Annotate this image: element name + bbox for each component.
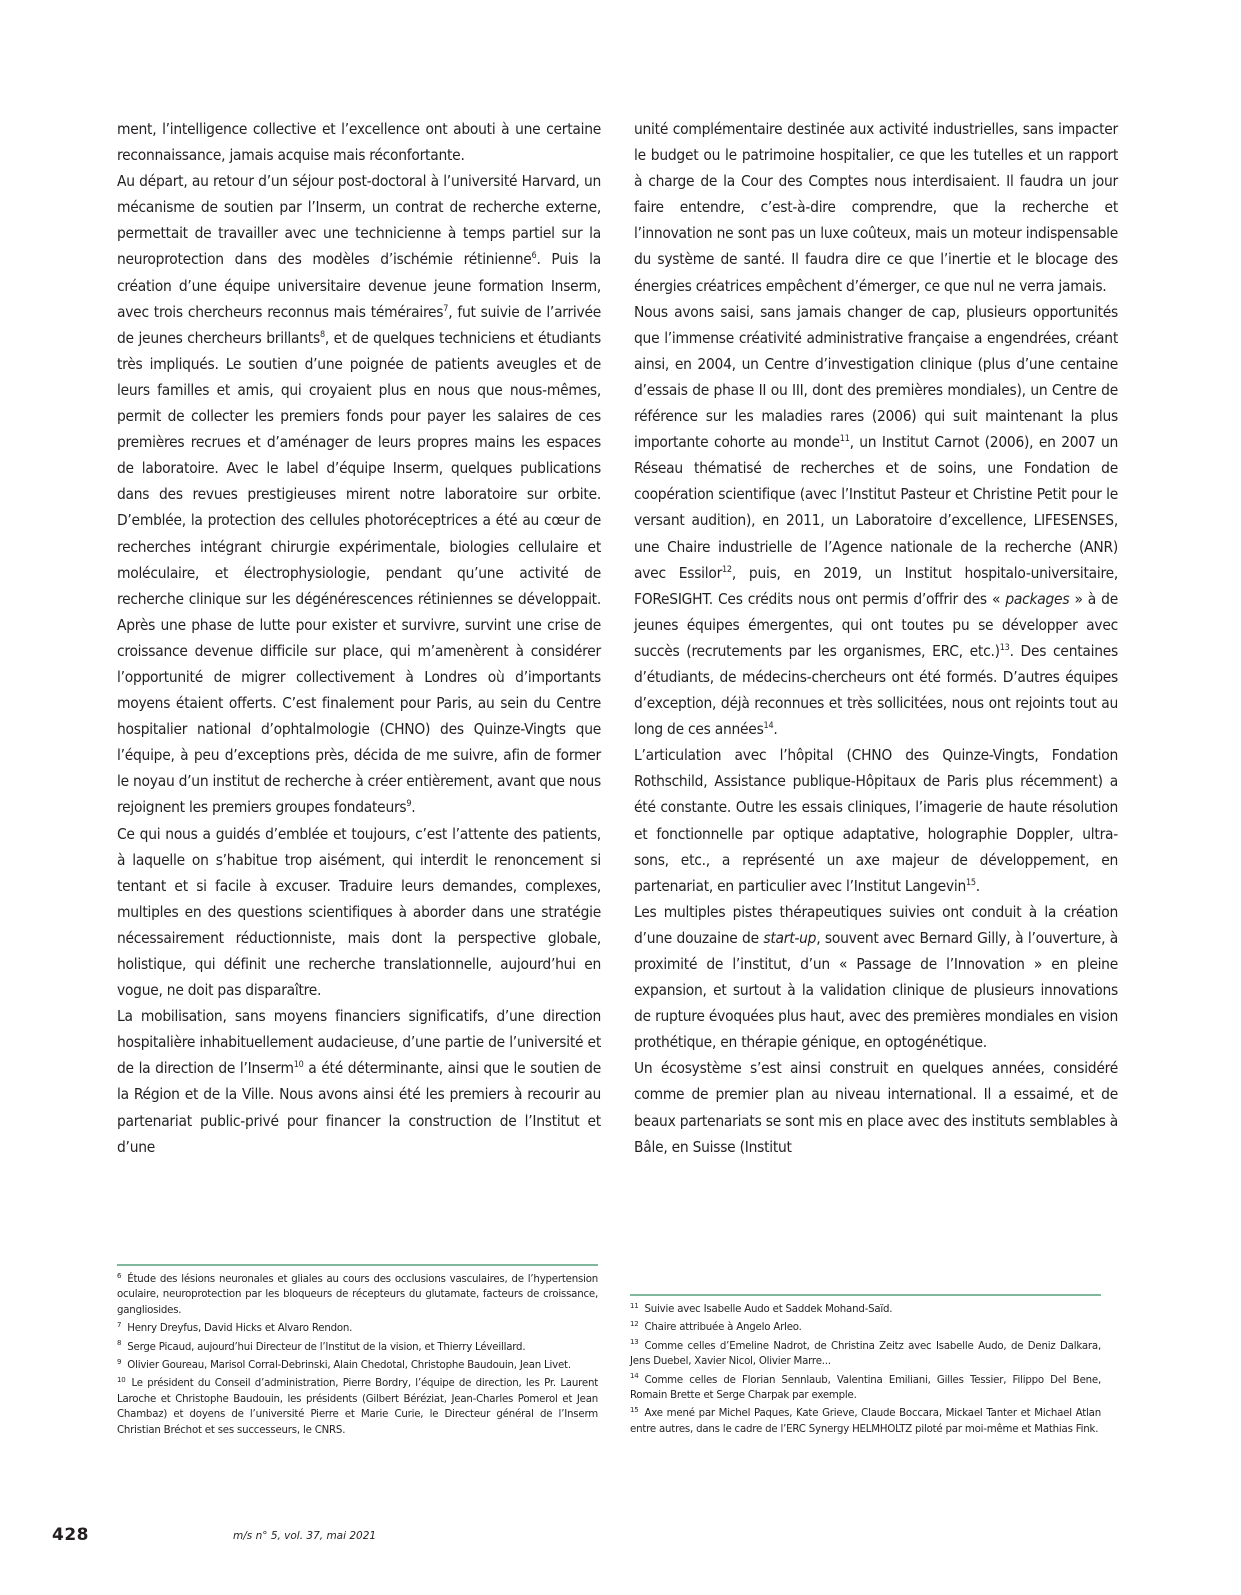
footnote-ref[interactable]: 8	[319, 329, 325, 340]
footnote	[630, 1302, 1101, 1317]
text-run: Au départ, au retour d’un séjour post-doctoral à l’université Harvard, un mécanisme de soutien par l’Inserm, un contrat de recherche externe, permettait de travailler avec une technicienne à temps partiel sur la neuroprotection dans des modèles d’ischémie rétinienne	[117, 172, 601, 269]
footnote	[630, 1320, 1101, 1335]
text-run: L’articulation avec l’hôpital (CHNO des Quinze-Vingts, Fondation Rothschild, Assistance publique-Hôpitaux de Paris plus récemment) a été constante. Outre les essais cliniques, l’imagerie de haute résolution et fonctionnelle par optique adaptative, holographie Doppler, ultra-sons, etc., a représenté un axe majeur de développement, en partenariat, en particulier avec l’Institut Langevin	[634, 746, 1118, 895]
text-run: » à de jeunes équipes émergentes, qui ont toutes pu se développer avec succès (recrutements par les organismes, ERC, etc.)	[634, 589, 1118, 660]
footnote-number: 14	[630, 1372, 639, 1381]
paragraph	[634, 899, 1118, 1056]
footnote	[117, 1340, 598, 1355]
footnote-ref[interactable]: 14	[763, 721, 774, 732]
footnotes-left	[117, 1272, 598, 1441]
footnote-number: 15	[630, 1406, 639, 1415]
footnote	[117, 1272, 598, 1318]
text-run: , souvent avec Bernard Gilly, à l’ouverture, à proximité de l’institut, d’un « Passage de l’Innovation » en pleine expansion, et surtout à la validation clinique de plusieurs innovations de rupture évoquées plus haut, avec des premières mondiales en vision prothétique, en thérapie génique, en optogénétique.	[634, 928, 1118, 1052]
footnote-number: 7	[117, 1320, 122, 1329]
footnote-divider	[630, 1294, 1101, 1296]
footnote-text: Chaire attribuée à Angelo Arleo.	[644, 1322, 802, 1334]
paragraph	[117, 1003, 601, 1160]
footnote-ref[interactable]: 15	[965, 877, 976, 888]
paragraph	[634, 742, 1118, 899]
text-run: . Des centaines d’étudiants, de médecins-chercheurs ont été formés. D’autres équipes d’exception, déjà reconnues et très sollicitées, nous ont rejoints tout au long de ces années	[634, 641, 1118, 739]
text-run: Nous avons saisi, sans jamais changer de cap, plusieurs opportunités que l’immense créativité administrative française a engendrées, créant ainsi, en 2004, un Centre d’investigation clinique (plus d’une centaine d’essais de phase II ou III, dont des premières mondiales), un Centre de référence sur les maladies rares (2006) qui suit maintenant la plus importante cohorte au monde	[634, 302, 1118, 452]
footnote-number: 8	[117, 1339, 122, 1348]
text-run: .	[773, 720, 778, 739]
text-run: , et de quelques techniciens et étudiants très impliqués. Le soutien d’une poignée de patients aveugles et de leurs familles et amis, qui croyaient plus en nous que nous-mêmes, permit de collecter les premiers fonds pour payer les salaires de ces premières recrues et d’aménager de leurs propres mains les espaces de laboratoire. Avec le label d’équipe Inserm, quelques publications dans des revues prestigieuses mirent notre laboratoire sur orbite. D’emblée, la protection des cellules photoréceptrices a été au cœur de recherches intégrant chirurgie expérimentale, biologies cellulaire et moléculaire, et électrophysiologie, pendant qu’une activité de recherche clinique sur les dégénérescences rétiniennes se développait. Après une phase de lutte pour exister et survivre, survint une crise de croissance devenue difficile sur place, qui m’amenèrent à considérer l’opportunité de migrer collectivement à Londres où d’importants moyens étaient offerts. C’est finalement pour Paris, au sein du Centre hospitalier national d’ophtalmologie (CHNO) des Quinze-Vingts que l’équipe, à peu d’exceptions près, décida de me suivre, afin de former le noyau d’un institut de recherche à créer entièrement, avant que nous rejoignent les premiers groupes fondateurs	[117, 328, 601, 817]
footnote-text: Axe mené par Michel Paques, Kate Grieve, Claude Boccara, Mickael Tanter et Michael Atlan entre autres, dans le cadre de l’ERC Synergy HELMHOLTZ piloté par moi-même et Mathias Fink.	[630, 1408, 1101, 1435]
footnote	[630, 1373, 1101, 1404]
paragraph	[117, 168, 601, 820]
footnote-ref[interactable]: 13	[999, 642, 1010, 653]
footnote-ref[interactable]: 7	[443, 303, 449, 314]
paragraph: Un écosystème s’est ainsi construit en quelques années, considéré comme de premier plan au niveau international. Il a essaimé, et de beaux partenariats se sont mis en place avec des instituts semblables à Bâle, en Suisse (Institut	[634, 1059, 1118, 1156]
text-run: La mobilisation, sans moyens financiers significatifs, d’une direction hospitalière inhabituellement audacieuse, d’une partie de l’université et de la direction de l’Inserm	[117, 1007, 601, 1078]
footnote-text: Suivie avec Isabelle Audo et Saddek Mohand-Saïd.	[644, 1304, 893, 1315]
footnote-text: Comme celles d’Emeline Nadrot, de Christina Zeitz avec Isabelle Audo, de Deniz Dalkara, Jens Duebel, Xavier Nicol, Olivier Marre...	[630, 1340, 1101, 1368]
footnote-text: Le président du Conseil d’administration, Pierre Bordry, l’équipe de direction, les Pr. Laurent Laroche et Christophe Baudouin, les présidents (Gilbert Béréziat, Jean-Charles Pomerol et Jean Chambaz) et doyens de l’université Pierre et Marie Curie, le Directeur général de l’Inserm Christian Bréchot et ses successeurs, le CNRS.	[117, 1378, 598, 1436]
footnote	[117, 1321, 598, 1336]
text-run: Les multiples pistes thérapeutiques suivies ont conduit à la création d’une douzaine de	[634, 902, 1118, 947]
text-run: a été déterminante, ainsi que le soutien de la Région et de la Ville. Nous avons ainsi été les premiers à recourir au partenariat public-privé pour financer la construction de l’Institut et d’une	[117, 1059, 601, 1156]
footnote-number: 6	[117, 1271, 122, 1280]
footnote	[117, 1358, 598, 1373]
italic-term: start-up	[763, 928, 817, 947]
footnote-ref[interactable]: 12	[722, 564, 732, 575]
footnote-text: Henry Dreyfus, David Hicks et Alvaro Rendon.	[127, 1323, 353, 1335]
paragraph	[634, 299, 1118, 743]
right-column	[634, 116, 1118, 1160]
italic-term: packages	[1005, 589, 1070, 608]
text-run: , fut suivie de l’arrivée de jeunes chercheurs brillants	[117, 302, 601, 347]
footnote-text: Comme celles de Florian Sennlaub, Valentina Emiliani, Gilles Tessier, Filippo Del Bene, Romain Brette et Serge Charpak par exemple.	[630, 1374, 1101, 1402]
page-number: 428	[52, 1525, 89, 1545]
footnote	[117, 1376, 598, 1438]
footnotes-right	[630, 1302, 1101, 1440]
left-column	[117, 116, 601, 1160]
text-run: . Puis la création d’une équipe universitaire devenue jeune formation Inserm, avec trois chercheurs reconnus mais téméraires	[117, 250, 601, 321]
footnote-ref[interactable]: 9	[406, 799, 412, 810]
footnote-number: 10	[117, 1376, 126, 1385]
footnote-number: 9	[117, 1357, 122, 1366]
paragraph: unité complémentaire destinée aux activité industrielles, sans impacter le budget ou le patrimoine hospitalier, ce que les tutelles et un rapport à charge de la Cour des Comptes nous interdisaient. Il faudra un jour faire entendre, c’est-à-dire comprendre, que la recherche et l’innovation ne sont pas un luxe coûteux, mais un moteur indispensable du système de santé. Il faudra dire ce que l’inertie et le blocage des énergies créatrices empêchent d’émerger, ce que nul ne verra jamais.	[634, 120, 1118, 295]
footnote-text: Étude des lésions neuronales et gliales au cours des occlusions vasculaires, de l’hypertension oculaire, neuroprotection par les bloqueurs de récepteurs du glutamate, facteurs de croissance, gangliosides.	[117, 1274, 598, 1316]
footnote	[630, 1339, 1101, 1370]
paragraph: ment, l’intelligence collective et l’excellence ont abouti à une certaine reconnaissance, jamais acquise mais réconfortante.	[117, 120, 601, 165]
footnote-divider	[117, 1264, 598, 1266]
footnote	[630, 1406, 1101, 1437]
footnote-ref[interactable]: 11	[839, 434, 850, 444]
footnote-ref[interactable]: 10	[293, 1060, 304, 1071]
text-run: , un Institut Carnot (2006), en 2007 un Réseau thématisé de recherches et de soins, une Fondation de coopération scientifique (avec l’Institut Pasteur et Christine Petit pour le versant audition), en 2011, un Laboratoire d’excellence, LIFESENSES, une Chaire industrielle de l’Agence nationale de la recherche (ANR) avec Essilor	[634, 433, 1119, 582]
footnote-number: 12	[630, 1320, 639, 1329]
footnote-number: 11	[630, 1301, 639, 1310]
text-run: .	[411, 798, 416, 817]
paragraph: Ce qui nous a guidés d’emblée et toujours, c’est l’attente des patients, à laquelle on s’habitue trop aisément, qui interdit le renoncement si tentant et si facile à excuser. Traduire leurs demandes, complexes, multiples en des questions scientifiques à aborder dans une stratégie nécessairement réductionniste, mais dont la perspective globale, holistique, qui définit une recherche translationnelle, aujourd’hui en vogue, ne doit pas disparaître.	[117, 824, 601, 1000]
text-run: , puis, en 2019, un Institut hospitalo-universitaire, FOReSIGHT. Ces crédits nous ont permis d’offrir des «	[634, 563, 1118, 608]
footnote-number: 13	[630, 1338, 639, 1347]
footnote-text: Serge Picaud, aujourd’hui Directeur de l’Institut de la vision, et Thierry Léveillard.	[127, 1341, 526, 1353]
footnote-ref[interactable]: 6	[531, 251, 537, 262]
journal-reference: m/s n° 5, vol. 37, mai 2021	[233, 1530, 377, 1542]
footnote-text: Olivier Goureau, Marisol Corral-Debrinski, Alain Chedotal, Christophe Baudouin, Jean Livet.	[127, 1360, 571, 1372]
text-run: .	[975, 876, 980, 895]
